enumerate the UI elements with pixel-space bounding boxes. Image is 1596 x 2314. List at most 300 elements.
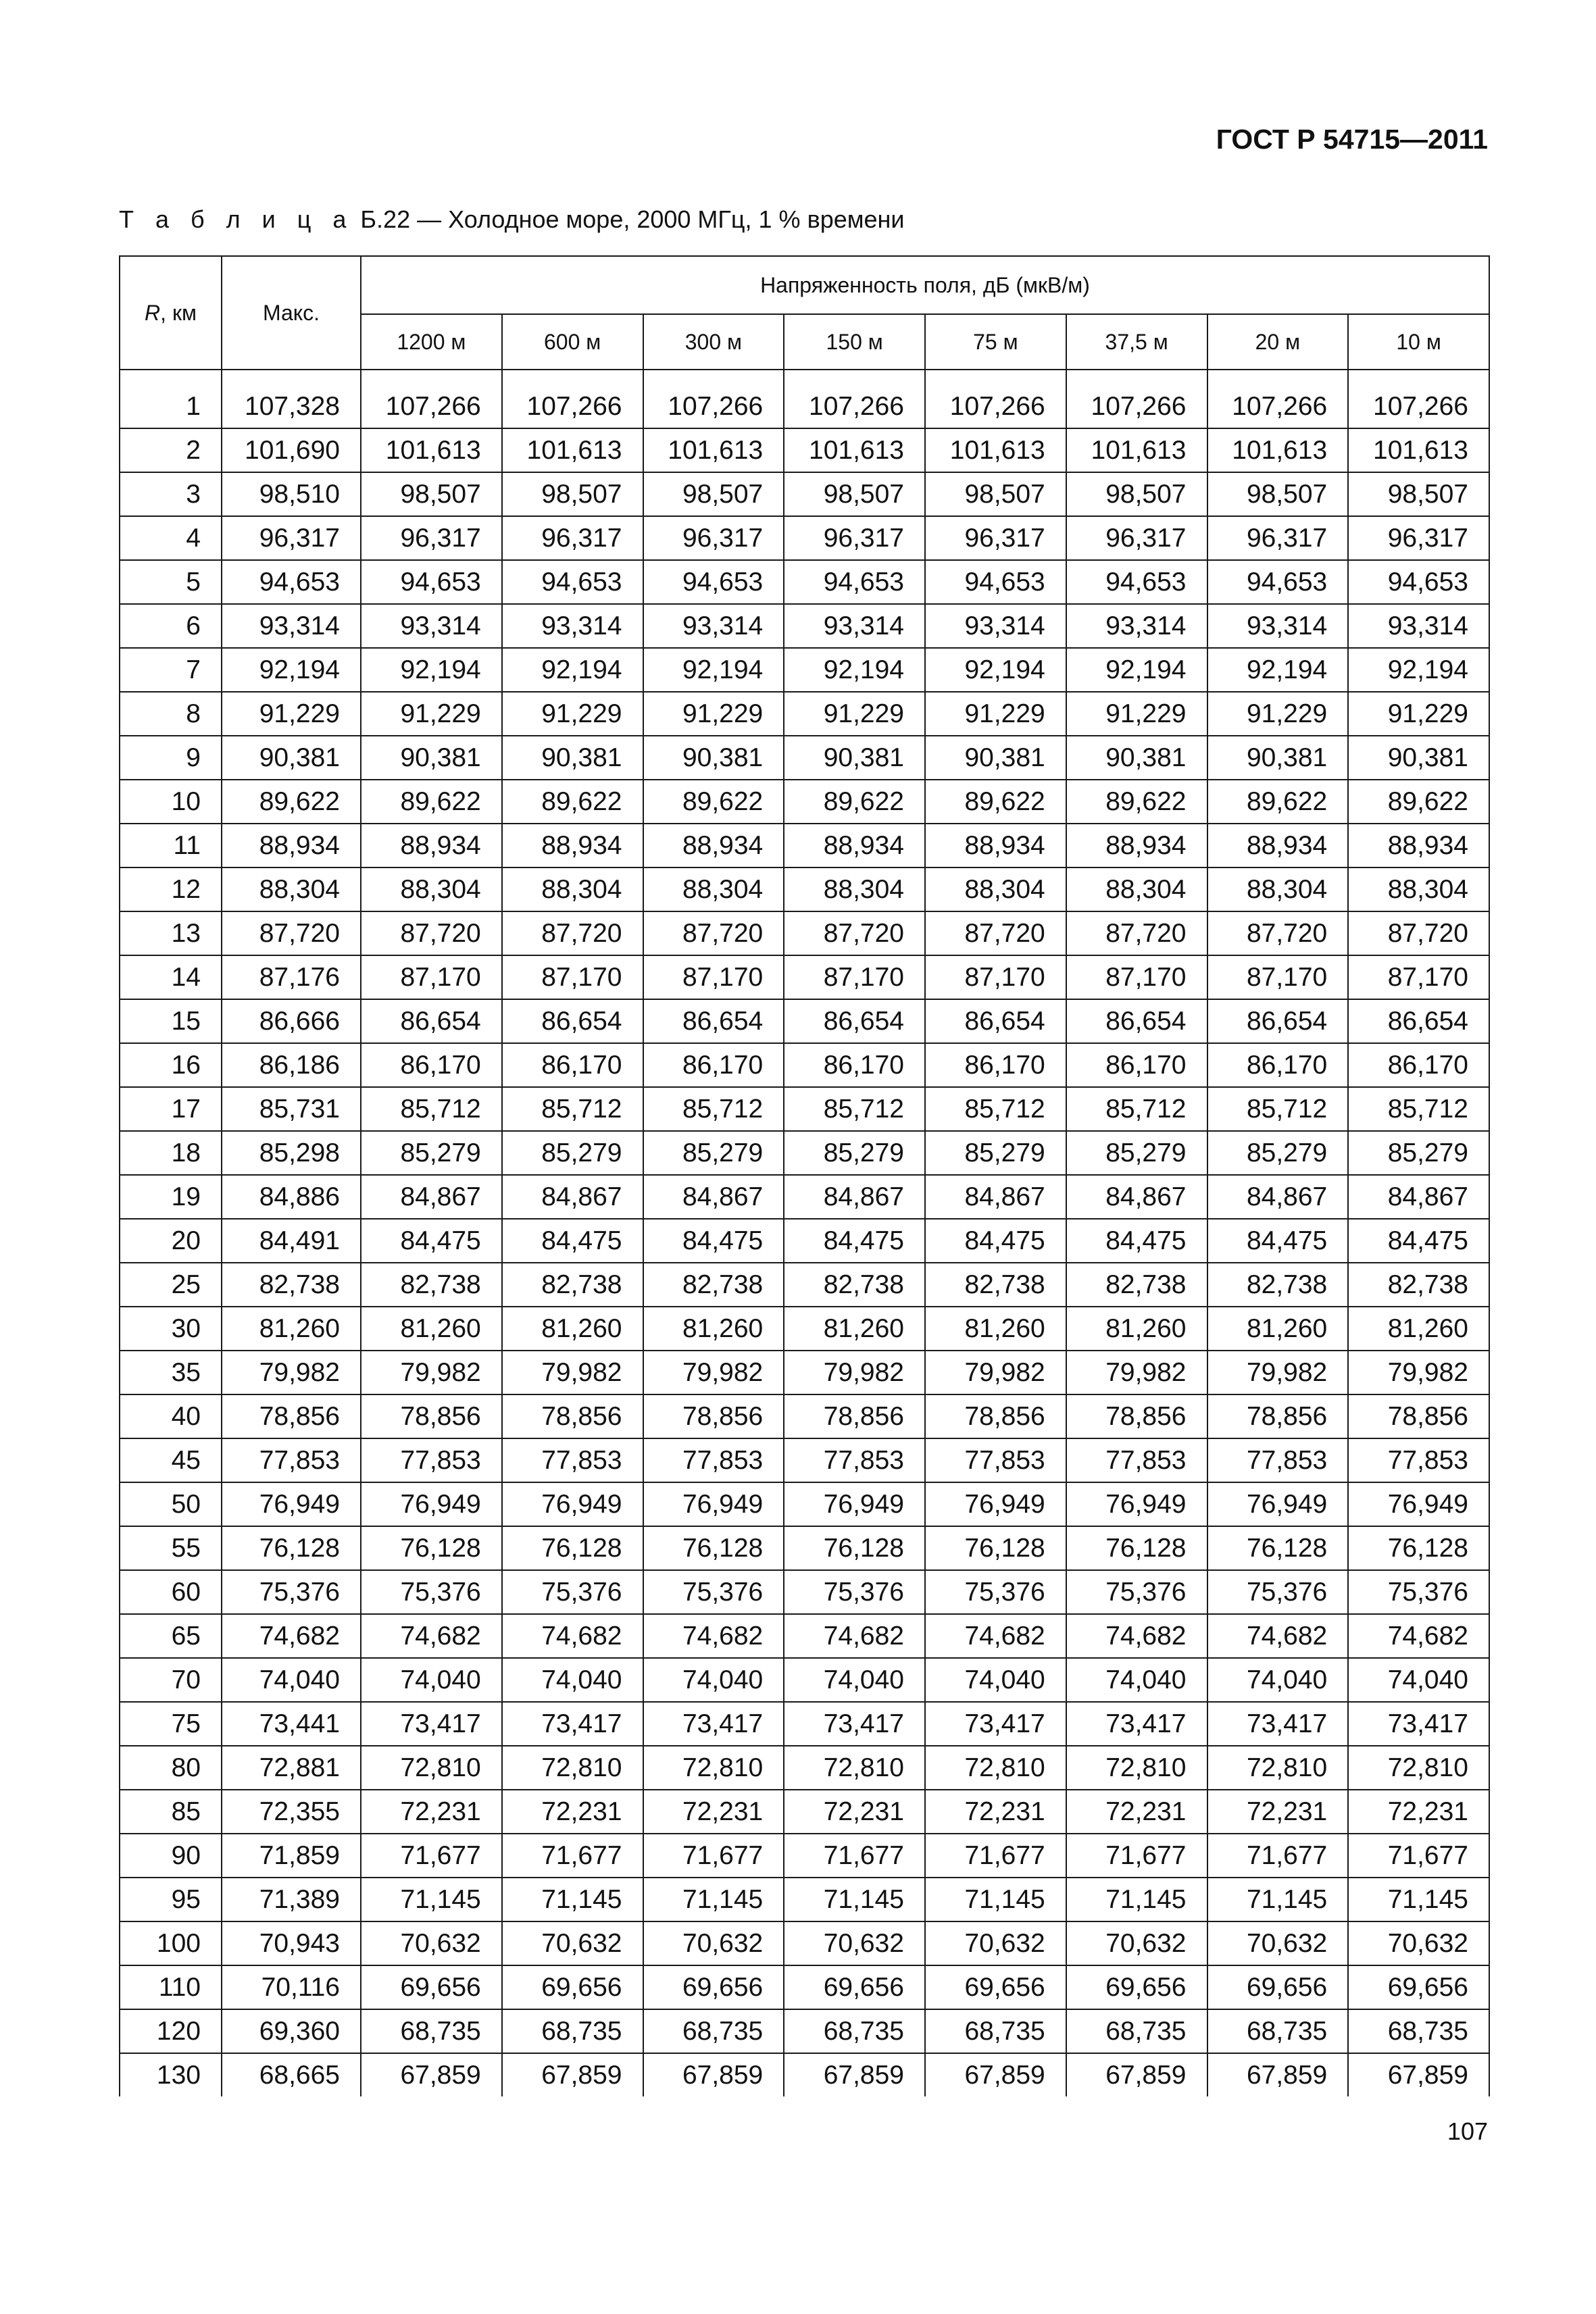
- cell-field-strength: 82,738: [1066, 1263, 1207, 1307]
- cell-field-strength: 107,266: [502, 385, 643, 428]
- header-spacer-row: [120, 370, 1489, 385]
- table-row: [120, 1482, 1489, 1526]
- cell-field-strength: 87,720: [784, 911, 925, 955]
- cell-max: 74,682: [222, 1614, 361, 1658]
- cell-field-strength: 90,381: [643, 736, 784, 780]
- cell-field-strength: 76,949: [1066, 1482, 1207, 1526]
- cell-field-strength: 84,867: [784, 1175, 925, 1219]
- cell-field-strength: 72,810: [784, 1746, 925, 1790]
- cell-field-strength: 68,735: [361, 2009, 502, 2053]
- cell-field-strength: 89,622: [361, 780, 502, 824]
- cell-field-strength: 72,810: [643, 1746, 784, 1790]
- cell-field-strength: 86,170: [1207, 1043, 1349, 1087]
- cell-distance: 3: [120, 472, 222, 516]
- cell-field-strength: 101,613: [1066, 428, 1207, 472]
- column-header-height: 600 м: [502, 314, 643, 370]
- cell-field-strength: 76,949: [784, 1482, 925, 1526]
- cell-field-strength: 107,266: [1348, 385, 1489, 428]
- cell-field-strength: 77,853: [925, 1438, 1066, 1482]
- cell-field-strength: 91,229: [361, 692, 502, 736]
- cell-field-strength: 71,677: [361, 1834, 502, 1878]
- cell-field-strength: 89,622: [925, 780, 1066, 824]
- cell-field-strength: 86,170: [361, 1043, 502, 1087]
- cell-field-strength: 86,170: [925, 1043, 1066, 1087]
- table-row: [120, 1790, 1489, 1834]
- cell-field-strength: 74,682: [925, 1614, 1066, 1658]
- cell-field-strength: 78,856: [361, 1394, 502, 1438]
- table-row: [120, 1570, 1489, 1614]
- cell-field-strength: 88,934: [643, 824, 784, 867]
- cell-field-strength: 70,632: [925, 1921, 1066, 1965]
- cell-field-strength: 87,170: [1066, 955, 1207, 999]
- cell-field-strength: 84,475: [1066, 1219, 1207, 1263]
- column-group-header-field-strength: Напряженность поля, дБ (мкВ/м): [361, 256, 1489, 314]
- cell-field-strength: 75,376: [784, 1570, 925, 1614]
- cell-distance: 85: [120, 1790, 222, 1834]
- cell-field-strength: 70,632: [643, 1921, 784, 1965]
- cell-field-strength: 67,859: [643, 2053, 784, 2096]
- cell-field-strength: 86,654: [1066, 999, 1207, 1043]
- cell-field-strength: 92,194: [925, 648, 1066, 692]
- cell-field-strength: 77,853: [361, 1438, 502, 1482]
- cell-field-strength: 87,720: [502, 911, 643, 955]
- cell-field-strength: 71,145: [361, 1878, 502, 1921]
- cell-field-strength: 68,735: [1207, 2009, 1349, 2053]
- cell-max: 81,260: [222, 1307, 361, 1351]
- cell-field-strength: 81,260: [784, 1307, 925, 1351]
- cell-field-strength: 71,145: [1207, 1878, 1349, 1921]
- cell-field-strength: 75,376: [925, 1570, 1066, 1614]
- cell-field-strength: 87,170: [925, 955, 1066, 999]
- cell-field-strength: 71,677: [1066, 1834, 1207, 1878]
- cell-field-strength: 85,712: [1207, 1087, 1349, 1131]
- cell-field-strength: 84,475: [784, 1219, 925, 1263]
- cell-field-strength: 67,859: [1348, 2053, 1489, 2096]
- cell-field-strength: 91,229: [502, 692, 643, 736]
- cell-field-strength: 86,654: [925, 999, 1066, 1043]
- cell-field-strength: 85,712: [1066, 1087, 1207, 1131]
- cell-field-strength: 74,682: [361, 1614, 502, 1658]
- table-row: [120, 1043, 1489, 1087]
- cell-field-strength: 79,982: [925, 1351, 1066, 1394]
- cell-field-strength: 71,145: [502, 1878, 643, 1921]
- table-row: [120, 692, 1489, 736]
- cell-field-strength: 76,128: [1066, 1526, 1207, 1570]
- cell-distance: 95: [120, 1878, 222, 1921]
- table-caption-text: Холодное море, 2000 МГц, 1 % времени: [448, 205, 905, 233]
- cell-field-strength: 78,856: [502, 1394, 643, 1438]
- cell-field-strength: 68,735: [1348, 2009, 1489, 2053]
- cell-field-strength: 72,231: [784, 1790, 925, 1834]
- cell-distance: 11: [120, 824, 222, 867]
- cell-field-strength: 71,677: [925, 1834, 1066, 1878]
- cell-field-strength: 84,867: [1207, 1175, 1349, 1219]
- cell-distance: 5: [120, 560, 222, 604]
- cell-field-strength: 71,145: [643, 1878, 784, 1921]
- cell-distance: 4: [120, 516, 222, 560]
- cell-max: 82,738: [222, 1263, 361, 1307]
- cell-field-strength: 79,982: [643, 1351, 784, 1394]
- cell-max: 73,441: [222, 1702, 361, 1746]
- cell-field-strength: 87,170: [1207, 955, 1349, 999]
- cell-distance: 18: [120, 1131, 222, 1175]
- cell-field-strength: 72,231: [1207, 1790, 1349, 1834]
- cell-field-strength: 79,982: [1348, 1351, 1489, 1394]
- cell-distance: 8: [120, 692, 222, 736]
- table-row: [120, 604, 1489, 648]
- cell-field-strength: 107,266: [925, 385, 1066, 428]
- cell-field-strength: 76,128: [925, 1526, 1066, 1570]
- cell-field-strength: 82,738: [1348, 1263, 1489, 1307]
- cell-field-strength: 91,229: [784, 692, 925, 736]
- cell-field-strength: 85,279: [925, 1131, 1066, 1175]
- cell-field-strength: 84,475: [643, 1219, 784, 1263]
- cell-field-strength: 88,304: [643, 867, 784, 911]
- cell-field-strength: 93,314: [643, 604, 784, 648]
- cell-field-strength: 107,266: [643, 385, 784, 428]
- cell-distance: 90: [120, 1834, 222, 1878]
- table-row: [120, 824, 1489, 867]
- cell-field-strength: 91,229: [643, 692, 784, 736]
- cell-distance: 1: [120, 385, 222, 428]
- cell-max: 71,389: [222, 1878, 361, 1921]
- cell-field-strength: 91,229: [1066, 692, 1207, 736]
- table-row: [120, 648, 1489, 692]
- cell-field-strength: 96,317: [925, 516, 1066, 560]
- cell-max: 89,622: [222, 780, 361, 824]
- cell-field-strength: 86,654: [643, 999, 784, 1043]
- cell-field-strength: 69,656: [643, 1965, 784, 2009]
- cell-field-strength: 74,040: [784, 1658, 925, 1702]
- cell-field-strength: 77,853: [1207, 1438, 1349, 1482]
- cell-field-strength: 75,376: [1207, 1570, 1349, 1614]
- cell-field-strength: 67,859: [1066, 2053, 1207, 2096]
- cell-distance: 6: [120, 604, 222, 648]
- cell-field-strength: 73,417: [643, 1702, 784, 1746]
- cell-field-strength: 81,260: [502, 1307, 643, 1351]
- cell-field-strength: 89,622: [643, 780, 784, 824]
- cell-field-strength: 82,738: [502, 1263, 643, 1307]
- cell-field-strength: 87,170: [502, 955, 643, 999]
- cell-max: 68,665: [222, 2053, 361, 2096]
- column-header-height: 150 м: [784, 314, 925, 370]
- cell-distance: 55: [120, 1526, 222, 1570]
- cell-field-strength: 82,738: [784, 1263, 925, 1307]
- cell-field-strength: 98,507: [1348, 472, 1489, 516]
- cell-field-strength: 68,735: [784, 2009, 925, 2053]
- cell-field-strength: 86,654: [784, 999, 925, 1043]
- cell-field-strength: 96,317: [784, 516, 925, 560]
- cell-field-strength: 68,735: [643, 2009, 784, 2053]
- cell-field-strength: 85,712: [502, 1087, 643, 1131]
- column-header-height: 1200 м: [361, 314, 502, 370]
- cell-field-strength: 69,656: [1348, 1965, 1489, 2009]
- cell-max: 84,491: [222, 1219, 361, 1263]
- cell-field-strength: 70,632: [1066, 1921, 1207, 1965]
- cell-field-strength: 88,934: [1207, 824, 1349, 867]
- cell-field-strength: 76,949: [502, 1482, 643, 1526]
- cell-field-strength: 92,194: [502, 648, 643, 692]
- cell-max: 76,128: [222, 1526, 361, 1570]
- cell-distance: 20: [120, 1219, 222, 1263]
- cell-field-strength: 69,656: [1066, 1965, 1207, 2009]
- cell-field-strength: 73,417: [784, 1702, 925, 1746]
- table-row: [120, 2053, 1489, 2096]
- cell-field-strength: 74,682: [1348, 1614, 1489, 1658]
- cell-field-strength: 81,260: [643, 1307, 784, 1351]
- cell-max: 79,982: [222, 1351, 361, 1394]
- cell-max: 98,510: [222, 472, 361, 516]
- cell-field-strength: 75,376: [361, 1570, 502, 1614]
- cell-field-strength: 84,475: [1348, 1219, 1489, 1263]
- cell-field-strength: 94,653: [361, 560, 502, 604]
- column-header-distance: R, км: [120, 256, 222, 370]
- cell-field-strength: 77,853: [1066, 1438, 1207, 1482]
- cell-distance: 70: [120, 1658, 222, 1702]
- cell-field-strength: 74,040: [925, 1658, 1066, 1702]
- cell-field-strength: 76,128: [502, 1526, 643, 1570]
- cell-field-strength: 86,170: [1348, 1043, 1489, 1087]
- cell-field-strength: 78,856: [1348, 1394, 1489, 1438]
- cell-field-strength: 84,475: [361, 1219, 502, 1263]
- cell-max: 85,298: [222, 1131, 361, 1175]
- cell-field-strength: 84,475: [1207, 1219, 1349, 1263]
- cell-field-strength: 74,682: [1066, 1614, 1207, 1658]
- cell-field-strength: 74,040: [1207, 1658, 1349, 1702]
- cell-field-strength: 88,304: [784, 867, 925, 911]
- cell-field-strength: 74,682: [784, 1614, 925, 1658]
- cell-field-strength: 88,304: [361, 867, 502, 911]
- cell-field-strength: 93,314: [1207, 604, 1349, 648]
- cell-field-strength: 90,381: [1207, 736, 1349, 780]
- cell-field-strength: 91,229: [1207, 692, 1349, 736]
- column-header-height: 300 м: [643, 314, 784, 370]
- cell-field-strength: 86,654: [1207, 999, 1349, 1043]
- cell-field-strength: 85,279: [1066, 1131, 1207, 1175]
- cell-field-strength: 78,856: [1066, 1394, 1207, 1438]
- table-row: [120, 1219, 1489, 1263]
- cell-distance: 15: [120, 999, 222, 1043]
- cell-field-strength: 101,613: [361, 428, 502, 472]
- cell-field-strength: 76,949: [925, 1482, 1066, 1526]
- cell-field-strength: 84,475: [502, 1219, 643, 1263]
- table-row: [120, 1394, 1489, 1438]
- cell-field-strength: 84,867: [643, 1175, 784, 1219]
- cell-field-strength: 73,417: [1348, 1702, 1489, 1746]
- cell-field-strength: 90,381: [1066, 736, 1207, 780]
- cell-field-strength: 79,982: [502, 1351, 643, 1394]
- table-row: [120, 1438, 1489, 1482]
- cell-field-strength: 71,677: [784, 1834, 925, 1878]
- cell-distance: 50: [120, 1482, 222, 1526]
- cell-field-strength: 85,712: [925, 1087, 1066, 1131]
- cell-max: 70,943: [222, 1921, 361, 1965]
- cell-field-strength: 76,128: [784, 1526, 925, 1570]
- cell-field-strength: 91,229: [1348, 692, 1489, 736]
- cell-field-strength: 72,231: [361, 1790, 502, 1834]
- cell-field-strength: 82,738: [361, 1263, 502, 1307]
- cell-field-strength: 107,266: [361, 385, 502, 428]
- table-row: [120, 1878, 1489, 1921]
- cell-field-strength: 77,853: [1348, 1438, 1489, 1482]
- cell-field-strength: 79,982: [361, 1351, 502, 1394]
- cell-field-strength: 85,712: [1348, 1087, 1489, 1131]
- cell-field-strength: 90,381: [1348, 736, 1489, 780]
- cell-field-strength: 74,040: [1348, 1658, 1489, 1702]
- cell-field-strength: 74,682: [643, 1614, 784, 1658]
- cell-max: 88,304: [222, 867, 361, 911]
- cell-max: 91,229: [222, 692, 361, 736]
- cell-field-strength: 81,260: [925, 1307, 1066, 1351]
- cell-field-strength: 68,735: [1066, 2009, 1207, 2053]
- cell-max: 86,186: [222, 1043, 361, 1087]
- table-row: [120, 2009, 1489, 2053]
- table-row: [120, 1087, 1489, 1131]
- cell-field-strength: 86,654: [502, 999, 643, 1043]
- cell-field-strength: 92,194: [1066, 648, 1207, 692]
- table-row: [120, 1131, 1489, 1175]
- cell-max: 93,314: [222, 604, 361, 648]
- cell-max: 70,116: [222, 1965, 361, 2009]
- cell-max: 92,194: [222, 648, 361, 692]
- cell-field-strength: 68,735: [502, 2009, 643, 2053]
- cell-field-strength: 92,194: [361, 648, 502, 692]
- cell-field-strength: 76,128: [1348, 1526, 1489, 1570]
- cell-field-strength: 94,653: [1207, 560, 1349, 604]
- cell-distance: 25: [120, 1263, 222, 1307]
- cell-field-strength: 75,376: [502, 1570, 643, 1614]
- column-header-max: Макс.: [222, 256, 361, 370]
- cell-max: 78,856: [222, 1394, 361, 1438]
- cell-field-strength: 91,229: [925, 692, 1066, 736]
- cell-field-strength: 71,677: [1207, 1834, 1349, 1878]
- cell-field-strength: 69,656: [502, 1965, 643, 2009]
- cell-field-strength: 84,867: [925, 1175, 1066, 1219]
- cell-field-strength: 84,867: [502, 1175, 643, 1219]
- cell-field-strength: 107,266: [1066, 385, 1207, 428]
- cell-field-strength: 85,712: [784, 1087, 925, 1131]
- cell-field-strength: 87,720: [1207, 911, 1349, 955]
- cell-field-strength: 94,653: [502, 560, 643, 604]
- cell-field-strength: 86,654: [361, 999, 502, 1043]
- cell-field-strength: 77,853: [502, 1438, 643, 1482]
- cell-field-strength: 68,735: [925, 2009, 1066, 2053]
- table-row: [120, 385, 1489, 428]
- cell-field-strength: 73,417: [925, 1702, 1066, 1746]
- cell-field-strength: 72,231: [1348, 1790, 1489, 1834]
- cell-field-strength: 94,653: [925, 560, 1066, 604]
- cell-field-strength: 67,859: [925, 2053, 1066, 2096]
- cell-field-strength: 88,934: [1348, 824, 1489, 867]
- table-row: [120, 736, 1489, 780]
- cell-field-strength: 101,613: [643, 428, 784, 472]
- cell-distance: 130: [120, 2053, 222, 2096]
- cell-field-strength: 67,859: [1207, 2053, 1349, 2096]
- cell-field-strength: 98,507: [502, 472, 643, 516]
- cell-field-strength: 73,417: [1207, 1702, 1349, 1746]
- cell-max: 76,949: [222, 1482, 361, 1526]
- cell-distance: 65: [120, 1614, 222, 1658]
- cell-distance: 14: [120, 955, 222, 999]
- cell-field-strength: 72,810: [925, 1746, 1066, 1790]
- cell-field-strength: 90,381: [925, 736, 1066, 780]
- table-caption: [119, 205, 905, 234]
- cell-field-strength: 82,738: [643, 1263, 784, 1307]
- cell-field-strength: 71,677: [502, 1834, 643, 1878]
- cell-field-strength: 76,949: [361, 1482, 502, 1526]
- cell-distance: 35: [120, 1351, 222, 1394]
- cell-distance: 12: [120, 867, 222, 911]
- table-row: [120, 1658, 1489, 1702]
- cell-field-strength: 98,507: [643, 472, 784, 516]
- cell-field-strength: 88,304: [502, 867, 643, 911]
- cell-field-strength: 82,738: [925, 1263, 1066, 1307]
- table-row: [120, 1307, 1489, 1351]
- cell-field-strength: 86,170: [643, 1043, 784, 1087]
- cell-field-strength: 71,145: [1348, 1878, 1489, 1921]
- cell-field-strength: 76,949: [1207, 1482, 1349, 1526]
- cell-field-strength: 75,376: [643, 1570, 784, 1614]
- cell-max: 96,317: [222, 516, 361, 560]
- cell-distance: 100: [120, 1921, 222, 1965]
- cell-field-strength: 76,949: [643, 1482, 784, 1526]
- cell-field-strength: 90,381: [784, 736, 925, 780]
- cell-distance: 75: [120, 1702, 222, 1746]
- cell-field-strength: 84,867: [361, 1175, 502, 1219]
- cell-field-strength: 72,231: [925, 1790, 1066, 1834]
- document-standard-number: ГОСТ Р 54715—2011: [1216, 124, 1488, 155]
- table-row: [120, 472, 1489, 516]
- cell-field-strength: 78,856: [925, 1394, 1066, 1438]
- table-row: [120, 1351, 1489, 1394]
- cell-field-strength: 74,682: [1207, 1614, 1349, 1658]
- cell-field-strength: 78,856: [643, 1394, 784, 1438]
- cell-field-strength: 71,145: [1066, 1878, 1207, 1921]
- cell-field-strength: 71,677: [643, 1834, 784, 1878]
- cell-field-strength: 81,260: [1348, 1307, 1489, 1351]
- cell-field-strength: 86,170: [1066, 1043, 1207, 1087]
- cell-max: 71,859: [222, 1834, 361, 1878]
- cell-field-strength: 73,417: [361, 1702, 502, 1746]
- cell-field-strength: 89,622: [502, 780, 643, 824]
- cell-max: 74,040: [222, 1658, 361, 1702]
- cell-field-strength: 71,145: [925, 1878, 1066, 1921]
- cell-field-strength: 67,859: [784, 2053, 925, 2096]
- field-strength-table: [119, 255, 1490, 2096]
- cell-field-strength: 94,653: [784, 560, 925, 604]
- cell-field-strength: 96,317: [361, 516, 502, 560]
- cell-field-strength: 88,304: [1066, 867, 1207, 911]
- cell-field-strength: 72,810: [1348, 1746, 1489, 1790]
- cell-field-strength: 92,194: [784, 648, 925, 692]
- cell-distance: 60: [120, 1570, 222, 1614]
- cell-distance: 40: [120, 1394, 222, 1438]
- cell-field-strength: 74,040: [1066, 1658, 1207, 1702]
- table-row: [120, 780, 1489, 824]
- cell-field-strength: 70,632: [784, 1921, 925, 1965]
- cell-max: 72,355: [222, 1790, 361, 1834]
- cell-field-strength: 69,656: [1207, 1965, 1349, 2009]
- cell-field-strength: 101,613: [925, 428, 1066, 472]
- cell-max: 75,376: [222, 1570, 361, 1614]
- cell-field-strength: 79,982: [784, 1351, 925, 1394]
- cell-field-strength: 85,279: [643, 1131, 784, 1175]
- cell-field-strength: 88,934: [925, 824, 1066, 867]
- cell-field-strength: 87,170: [361, 955, 502, 999]
- cell-field-strength: 73,417: [502, 1702, 643, 1746]
- cell-max: 77,853: [222, 1438, 361, 1482]
- field-strength-table-container: [119, 255, 1489, 2096]
